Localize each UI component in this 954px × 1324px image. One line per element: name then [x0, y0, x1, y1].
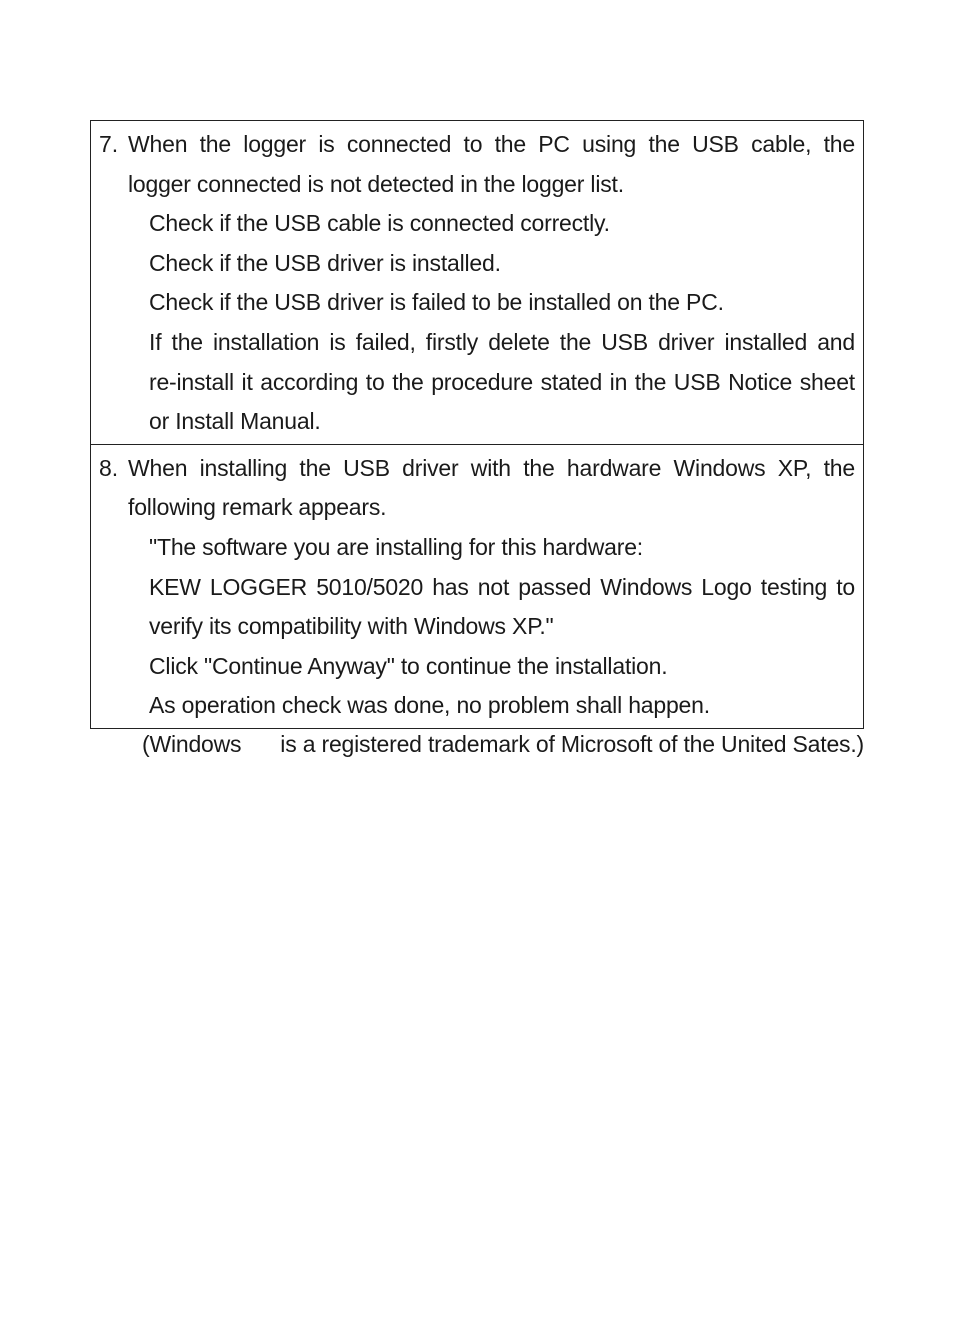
item-sub-line: Check if the USB driver is installed. [149, 249, 501, 276]
item-heading-line: When the logger is connected to the PC using the USB cable, the [128, 131, 855, 157]
item-number: 8. [99, 454, 119, 481]
footnote-part: (Windows [142, 731, 242, 757]
item-sub-line: or Install Manual. [149, 408, 321, 435]
item-sub-line: As operation check was done, no problem shall happen. [149, 692, 710, 719]
item-heading-line: logger connected is not detected in the logger list. [128, 170, 624, 197]
item-heading-line: following remark appears. [128, 494, 387, 521]
item-number: 7. [99, 131, 119, 157]
troubleshooting-table [90, 120, 864, 729]
item-sub-line: Click "Continue Anyway" to continue the installation. [149, 652, 668, 679]
troubleshooting-item-8 [91, 444, 863, 728]
item-sub-line: Check if the USB driver is failed to be installed on the PC. [149, 289, 724, 316]
item-sub-line: "The software you are installing for this hardware: [149, 533, 643, 560]
item-heading [99, 125, 855, 165]
troubleshooting-item-7 [91, 121, 863, 444]
item-heading-line: When installing the USB driver with the hardware Windows XP, the [128, 454, 855, 481]
item-sub-line: Check if the USB cable is connected correctly. [149, 210, 610, 237]
item-sub-line: verify its compatibility with Windows XP." [149, 613, 554, 640]
item-sub-line: If the installation is failed, firstly delete the USB driver installed and [149, 328, 855, 355]
item-heading [99, 449, 855, 489]
trademark-footnote [142, 726, 864, 762]
footnote-part: is a registered trademark of Microsoft of the United Sates.) [280, 731, 864, 757]
item-sub-line: re-install it according to the procedure stated in the USB Notice sheet [149, 368, 855, 395]
item-sub-line: KEW LOGGER 5010/5020 has not passed Windows Logo testing to [149, 573, 855, 600]
